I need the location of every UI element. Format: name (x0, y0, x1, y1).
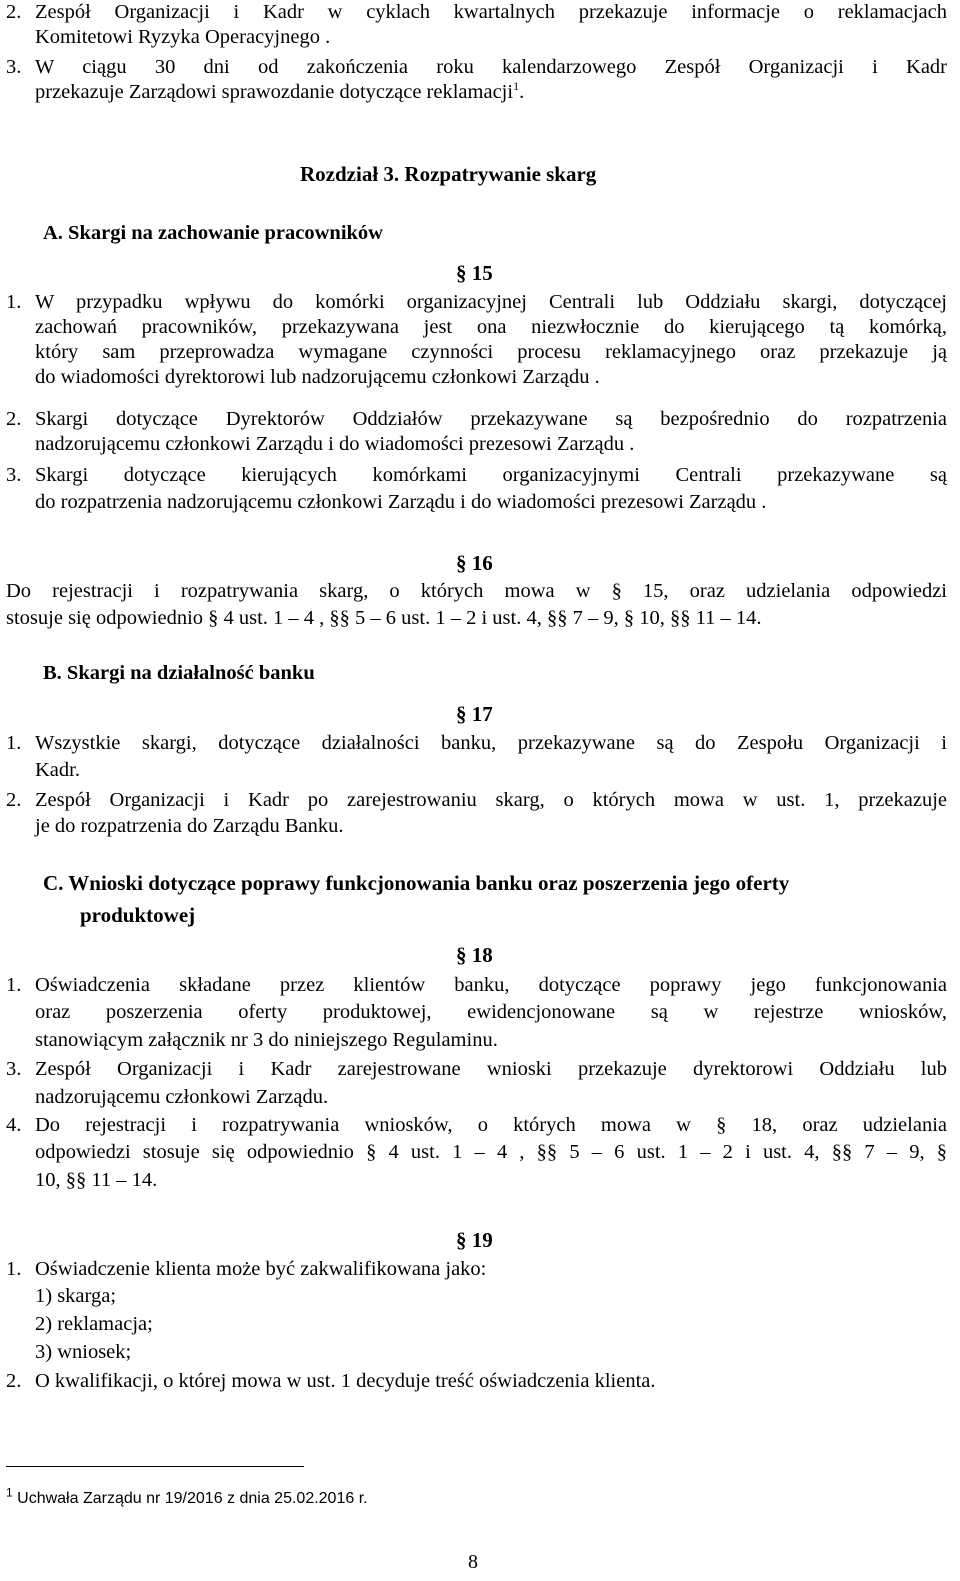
paragraph-line: Skargi dotyczące kierujących komórkami organizacyjnymi Centrali przekazywane są (35, 464, 947, 486)
paragraph-line: Wszystkie skargi, dotyczące działalności banku, przekazywane są do Zespołu Organizacji i (35, 732, 947, 754)
paragraph-line: zachowań pracowników, przekazywana jest ona niezwłocznie do kierującego tą komórką, (35, 316, 947, 338)
section-mark: § 16 (456, 551, 493, 575)
chapter-heading: Rozdział 3. Rozpatrywanie skarg (300, 162, 597, 186)
paragraph-line: Zespół Organizacji i Kadr po zarejestrowaniu skarg, o których mowa w ust. 1, przekazuje (35, 789, 947, 811)
item-number: 3. (6, 1058, 22, 1080)
paragraph-line: do rozpatrzenia nadzorującemu członkowi Zarządu i do wiadomości prezesowi Zarządu . (35, 491, 767, 513)
footnote-separator (6, 1466, 304, 1467)
section-heading-a: A. Skargi na zachowanie pracowników (43, 222, 383, 244)
paragraph-line: Komitetowi Ryzyka Operacyjnego . (35, 26, 331, 48)
paragraph-line: Do rejestracji i rozpatrywania skarg, o których mowa w § 15, oraz udzielania odpowiedzi (6, 580, 947, 602)
paragraph-line: Oświadczenia składane przez klientów banku, dotyczące poprawy jego funkcjonowania (35, 974, 947, 996)
paragraph-line: Skargi dotyczące Dyrektorów Oddziałów przekazywane są bezpośrednio do rozpatrzenia (35, 408, 947, 430)
footnote-marker: 1 (6, 1485, 13, 1500)
footnote-text: Uchwała Zarządu nr 19/2016 z dnia 25.02.2016 r. (12, 1490, 368, 1507)
paragraph-line: oraz poszerzenia oferty produktowej, ewidencjonowane są w rejestrze wniosków, (35, 1001, 947, 1023)
paragraph-line-with-footnote (35, 80, 524, 105)
paragraph-line: O kwalifikacji, o której mowa w ust. 1 decyduje treść oświadczenia klienta. (35, 1370, 656, 1392)
paragraph-line: nadzorującemu członkowi Zarządu. (35, 1086, 329, 1108)
paragraph-line: stosuje się odpowiednio § 4 ust. 1 – 4 , §§ 5 – 6 ust. 1 – 2 i ust. 4, §§ 7 – 9, § 10, §§ 11 – 14. (6, 607, 762, 629)
paragraph-line: W ciągu 30 dni od zakończenia roku kalendarzowego Zespół Organizacji i Kadr (35, 56, 947, 78)
paragraph-line: stanowiącym załącznik nr 3 do niniejszego Regulaminu. (35, 1029, 498, 1051)
section-mark: § 17 (456, 702, 493, 726)
item-number: 1. (6, 1258, 22, 1280)
paragraph-line: 10, §§ 11 – 14. (35, 1169, 158, 1191)
section-heading-b: B. Skargi na działalność banku (43, 662, 315, 684)
footnote (6, 1486, 368, 1511)
item-number: 2. (6, 789, 22, 811)
section-mark: § 15 (456, 261, 493, 285)
paragraph-line: nadzorującemu członkowi Zarządu i do wiadomości prezesowi Zarządu . (35, 433, 635, 455)
paragraph-line: W przypadku wpływu do komórki organizacyjnej Centrali lub Oddziału skargi, dotyczącej (35, 291, 947, 313)
paragraph-line: Oświadczenie klienta może być zakwalifikowana jako: (35, 1258, 487, 1280)
item-number: 1. (6, 974, 22, 996)
list-item: 1) skarga; (35, 1285, 117, 1307)
item-number: 3. (6, 464, 22, 486)
list-item: 3) wniosek; (35, 1341, 132, 1363)
paragraph-end: . (519, 81, 525, 103)
footnote-reference: 1 (513, 79, 520, 94)
item-number: 1. (6, 732, 22, 754)
section-heading-c-line2: produktowej (80, 903, 196, 927)
item-number: 2. (6, 1, 22, 23)
item-number: 4. (6, 1114, 22, 1136)
paragraph-line: Zespół Organizacji i Kadr w cyklach kwartalnych przekazuje informacje o reklamacjach (35, 1, 947, 23)
paragraph-line: Zespół Organizacji i Kadr zarejestrowane wnioski przekazuje dyrektorowi Oddziału lub (35, 1058, 947, 1080)
paragraph-line: Do rejestracji i rozpatrywania wniosków, o których mowa w § 18, oraz udzielania (35, 1114, 947, 1136)
page-number: 8 (468, 1551, 478, 1573)
item-number: 3. (6, 56, 22, 78)
item-number: 2. (6, 1370, 22, 1392)
section-heading-c: C. Wnioski dotyczące poprawy funkcjonowania banku oraz poszerzenia jego oferty (43, 871, 790, 895)
paragraph-line: do wiadomości dyrektorowi lub nadzorującemu członkowi Zarządu . (35, 366, 600, 388)
item-number: 1. (6, 291, 22, 313)
paragraph-line: je do rozpatrzenia do Zarządu Banku. (35, 815, 344, 837)
item-number: 2. (6, 408, 22, 430)
section-mark: § 19 (456, 1228, 493, 1252)
list-item: 2) reklamacja; (35, 1313, 153, 1335)
section-mark: § 18 (456, 943, 493, 967)
paragraph-line: odpowiedzi stosuje się odpowiednio § 4 ust. 1 – 4 , §§ 5 – 6 ust. 1 – 2 i ust. 4, §§ 7 – 9, § (35, 1141, 947, 1163)
paragraph-line: który sam przeprowadza wymagane czynności procesu reklamacyjnego oraz przekazuje ją (35, 341, 947, 363)
paragraph-text: przekazuje Zarządowi sprawozdanie dotyczące reklamacji (35, 81, 514, 103)
paragraph-line: Kadr. (35, 759, 80, 781)
